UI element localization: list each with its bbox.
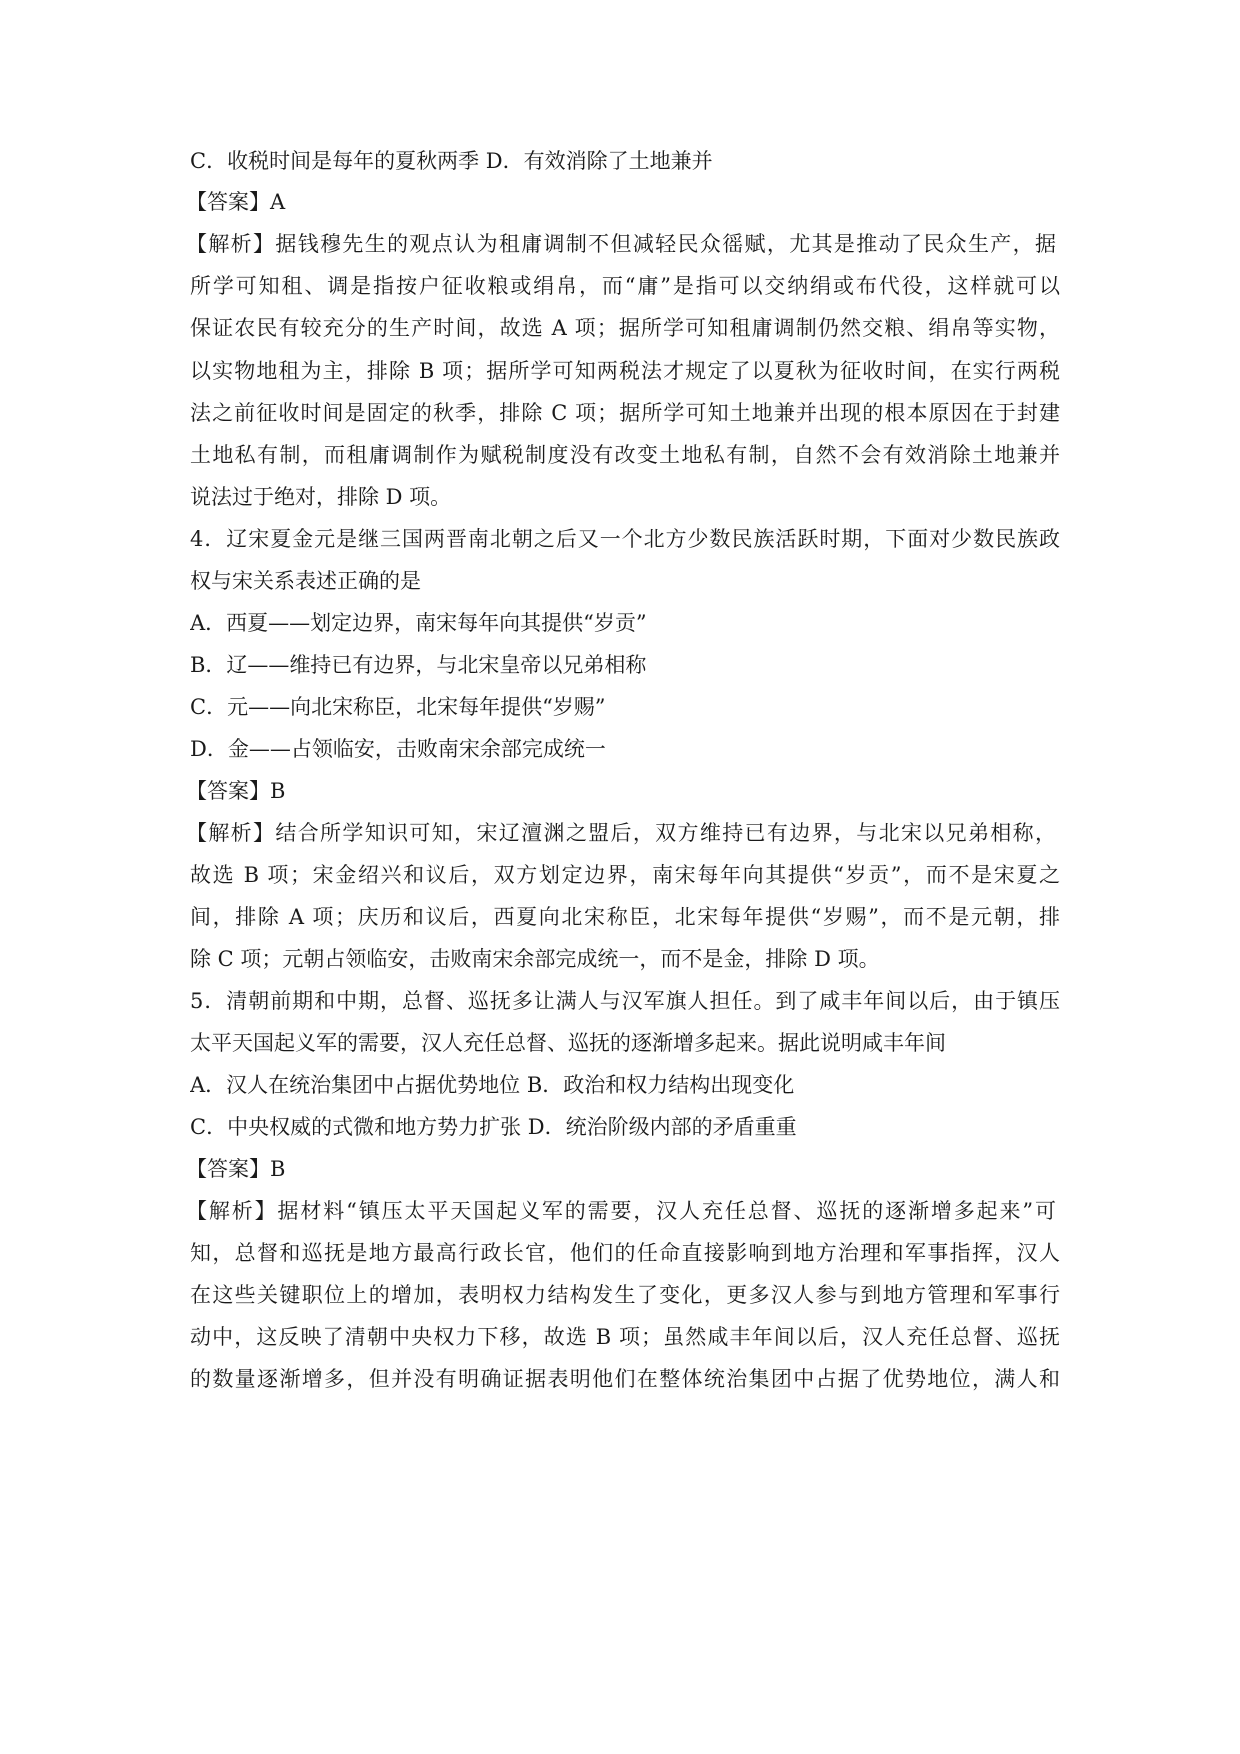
analysis-line: 知，总督和巡抚是地方最高行政长官，他们的任命直接影响到地方治理和军事指挥，汉人 — [190, 1241, 1060, 1265]
question-5-options-a-b: A．汉人在统治集团中占据优势地位 B．政治和权力结构出现变化 — [190, 1073, 795, 1097]
question-5-stem: 太平天国起义军的需要，汉人充任总督、巡抚的逐渐增多起来。据此说明咸丰年间 — [190, 1031, 946, 1055]
question-4-stem: 4．辽宋夏金元是继三国两晋南北朝之后又一个北方少数民族活跃时期，下面对少数民族政 — [190, 527, 1060, 551]
question-4-option-a: A．西夏——划定边界，南宋每年向其提供“岁贡” — [190, 611, 647, 635]
question-5-options-c-d: C．中央权威的式微和地方势力扩张 D．统治阶级内部的矛盾重重 — [190, 1115, 797, 1139]
analysis-line: 【解析】结合所学知识可知，宋辽澶渊之盟后，双方维持已有边界，与北宋以兄弟相称， — [186, 821, 1056, 845]
analysis-line: 土地私有制，而租庸调制作为赋税制度没有改变土地私有制，自然不会有效消除土地兼并 — [190, 443, 1060, 467]
question-4-option-c: C．元——向北宋称臣，北宋每年提供“岁赐” — [190, 695, 606, 719]
question-5-stem: 5．清朝前期和中期，总督、巡抚多让满人与汉军旗人担任。到了咸丰年间以后，由于镇压 — [190, 989, 1060, 1013]
question-4-option-d: D．金——占领临安，击败南宋余部完成统一 — [190, 737, 606, 761]
question-4-stem: 权与宋关系表述正确的是 — [190, 569, 421, 593]
analysis-line: 法之前征收时间是固定的秋季，排除 C 项；据所学可知土地兼并出现的根本原因在于封建 — [190, 401, 1060, 425]
analysis-line: 除 C 项；元朝占领临安，击败南宋余部完成统一，而不是金，排除 D 项。 — [190, 947, 880, 971]
analysis-line: 说法过于绝对，排除 D 项。 — [190, 485, 452, 509]
analysis-line: 所学可知租、调是指按户征收粮或绢帛，而“庸”是指可以交纳绢或布代役，这样就可以 — [190, 274, 1060, 298]
answer-label: 【答案】B — [186, 1157, 286, 1181]
analysis-line: 保证农民有较充分的生产时间，故选 A 项；据所学可知租庸调制仍然交粮、绢帛等实物， — [190, 316, 1060, 340]
question-4-option-b: B．辽——维持已有边界，与北宋皇帝以兄弟相称 — [190, 653, 647, 677]
analysis-line: 的数量逐渐增多，但并没有明确证据表明他们在整体统治集团中占据了优势地位，满人和 — [190, 1367, 1060, 1391]
analysis-line: 动中，这反映了清朝中央权力下移，故选 B 项；虽然咸丰年间以后，汉人充任总督、巡抚 — [190, 1325, 1060, 1349]
analysis-line: 以实物地租为主，排除 B 项；据所学可知两税法才规定了以夏秋为征收时间，在实行两税 — [190, 359, 1060, 383]
analysis-line: 间，排除 A 项；庆历和议后，西夏向北宋称臣，北宋每年提供“岁赐”，而不是元朝，排 — [190, 905, 1060, 929]
analysis-line: 【解析】据材料“镇压太平天国起义军的需要，汉人充任总督、巡抚的逐渐增多起来”可 — [186, 1199, 1056, 1223]
analysis-line: 【解析】据钱穆先生的观点认为租庸调制不但减轻民众徭赋，尤其是推动了民众生产，据 — [186, 232, 1056, 256]
answer-label: 【答案】B — [186, 779, 286, 803]
analysis-line: 故选 B 项；宋金绍兴和议后，双方划定边界，南宋每年向其提供“岁贡”，而不是宋夏之 — [190, 863, 1060, 887]
answer-label: 【答案】A — [186, 190, 286, 214]
option-line-c-d: C．收税时间是每年的夏秋两季 D．有效消除了土地兼并 — [190, 149, 713, 173]
analysis-line: 在这些关键职位上的增加，表明权力结构发生了变化，更多汉人参与到地方管理和军事行 — [190, 1283, 1060, 1307]
